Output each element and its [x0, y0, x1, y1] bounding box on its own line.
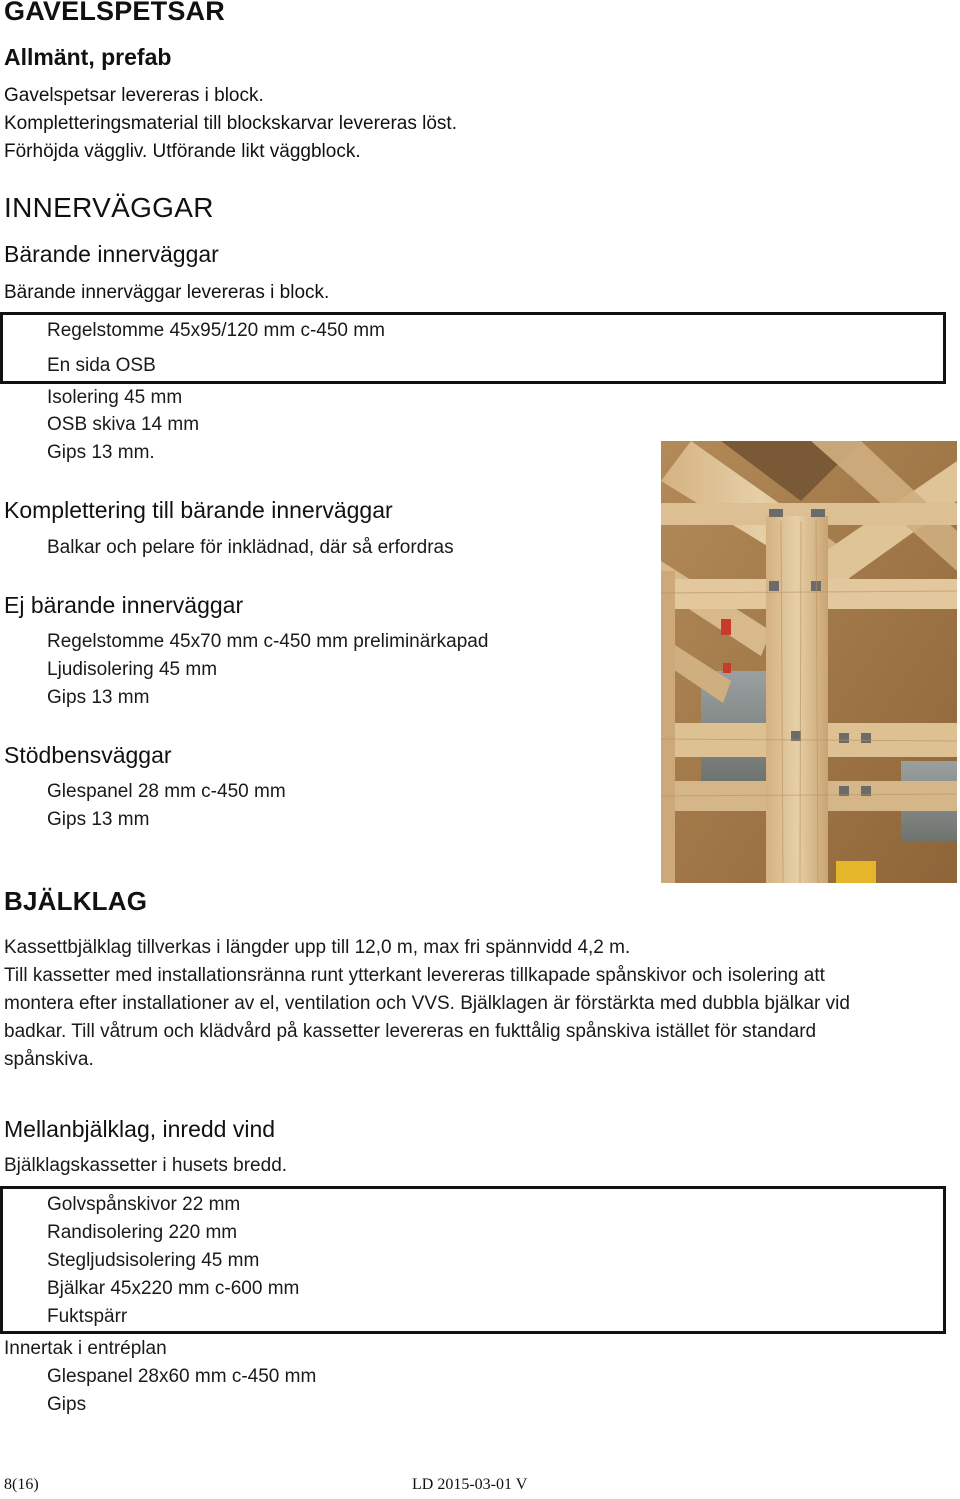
ej-barande-item: Ljudisolering 45 mm [47, 659, 218, 680]
heading-gavelspetsar: GAVELSPETSAR [4, 0, 225, 26]
subheading-stodbensvaggar: Stödbensväggar [4, 742, 172, 768]
barande-intro: Bärande innerväggar levereras i block. [4, 282, 330, 303]
bjalklag-paragraph-line: montera efter installationer av el, ventilation och VVS. Bjälklagen är förstärkta med dubbla bjälkar vid [4, 993, 850, 1014]
stodben-item: Glespanel 28 mm c-450 mm [47, 781, 286, 802]
barande-item: En sida OSB [47, 355, 156, 376]
mellanbjalklag-item: Randisolering 220 mm [47, 1222, 238, 1243]
mellanbjalklag-item: Golvspånskivor 22 mm [47, 1194, 241, 1215]
mellanbjalklag-intro: Bjälklagskassetter i husets bredd. [4, 1155, 288, 1176]
subheading-ej-barande: Ej bärande innerväggar [4, 592, 244, 618]
innertak-title: Innertak i entréplan [4, 1338, 167, 1359]
mellanbjalklag-item: Stegljudsisolering 45 mm [47, 1250, 260, 1271]
subheading-allmant-prefab: Allmänt, prefab [4, 44, 172, 70]
bjalklag-paragraph-line: Kassettbjälklag tillverkas i längder upp till 12,0 m, max fri spännvidd 4,2 m. [4, 937, 631, 958]
footer-page-number: 8(16) [4, 1476, 39, 1493]
innertak-item: Glespanel 28x60 mm c-450 mm [47, 1366, 317, 1387]
heading-innervaggar: INNERVÄGGAR [4, 192, 214, 223]
barande-item: Gips 13 mm. [47, 442, 155, 463]
heading-bjalklag: BJÄLKLAG [4, 886, 148, 916]
komplettering-item: Balkar och pelare för inklädnad, där så erfordras [47, 537, 454, 558]
stodben-item: Gips 13 mm [47, 809, 150, 830]
barande-item: Isolering 45 mm [47, 387, 183, 408]
timber-frame-illustration [661, 441, 957, 883]
ej-barande-item: Regelstomme 45x70 mm c-450 mm preliminärkapad [47, 631, 489, 652]
subheading-komplettering: Komplettering till bärande innerväggar [4, 497, 393, 523]
mellanbjalklag-item: Bjälkar 45x220 mm c-600 mm [47, 1278, 300, 1299]
footer-document-id: LD 2015-03-01 V [412, 1476, 528, 1493]
gavel-line-2: Kompletteringsmaterial till blockskarvar levereras löst. [4, 113, 457, 134]
timber-frame-photo [661, 441, 957, 883]
innertak-item: Gips [47, 1394, 87, 1415]
subheading-barande-innervaggar: Bärande innerväggar [4, 241, 219, 267]
gavel-line-1: Gavelspetsar levereras i block. [4, 85, 264, 106]
barande-item: OSB skiva 14 mm [47, 414, 200, 435]
ej-barande-item: Gips 13 mm [47, 687, 150, 708]
barande-item: Regelstomme 45x95/120 mm c-450 mm [47, 320, 385, 341]
mellanbjalklag-item: Fuktspärr [47, 1306, 128, 1327]
bjalklag-paragraph-line: badkar. Till våtrum och klädvård på kassetter levereras en fukttålig spånskiva istället för standard [4, 1021, 817, 1042]
bjalklag-paragraph-line: Till kassetter med installationsränna runt ytterkant levereras tillkapade spånskivor och isolering att [4, 965, 825, 986]
subheading-mellanbjalklag: Mellanbjälklag, inredd vind [4, 1116, 276, 1142]
bjalklag-paragraph-line: spånskiva. [4, 1049, 94, 1070]
gavel-line-3: Förhöjda väggliv. Utförande likt väggblock. [4, 141, 361, 162]
